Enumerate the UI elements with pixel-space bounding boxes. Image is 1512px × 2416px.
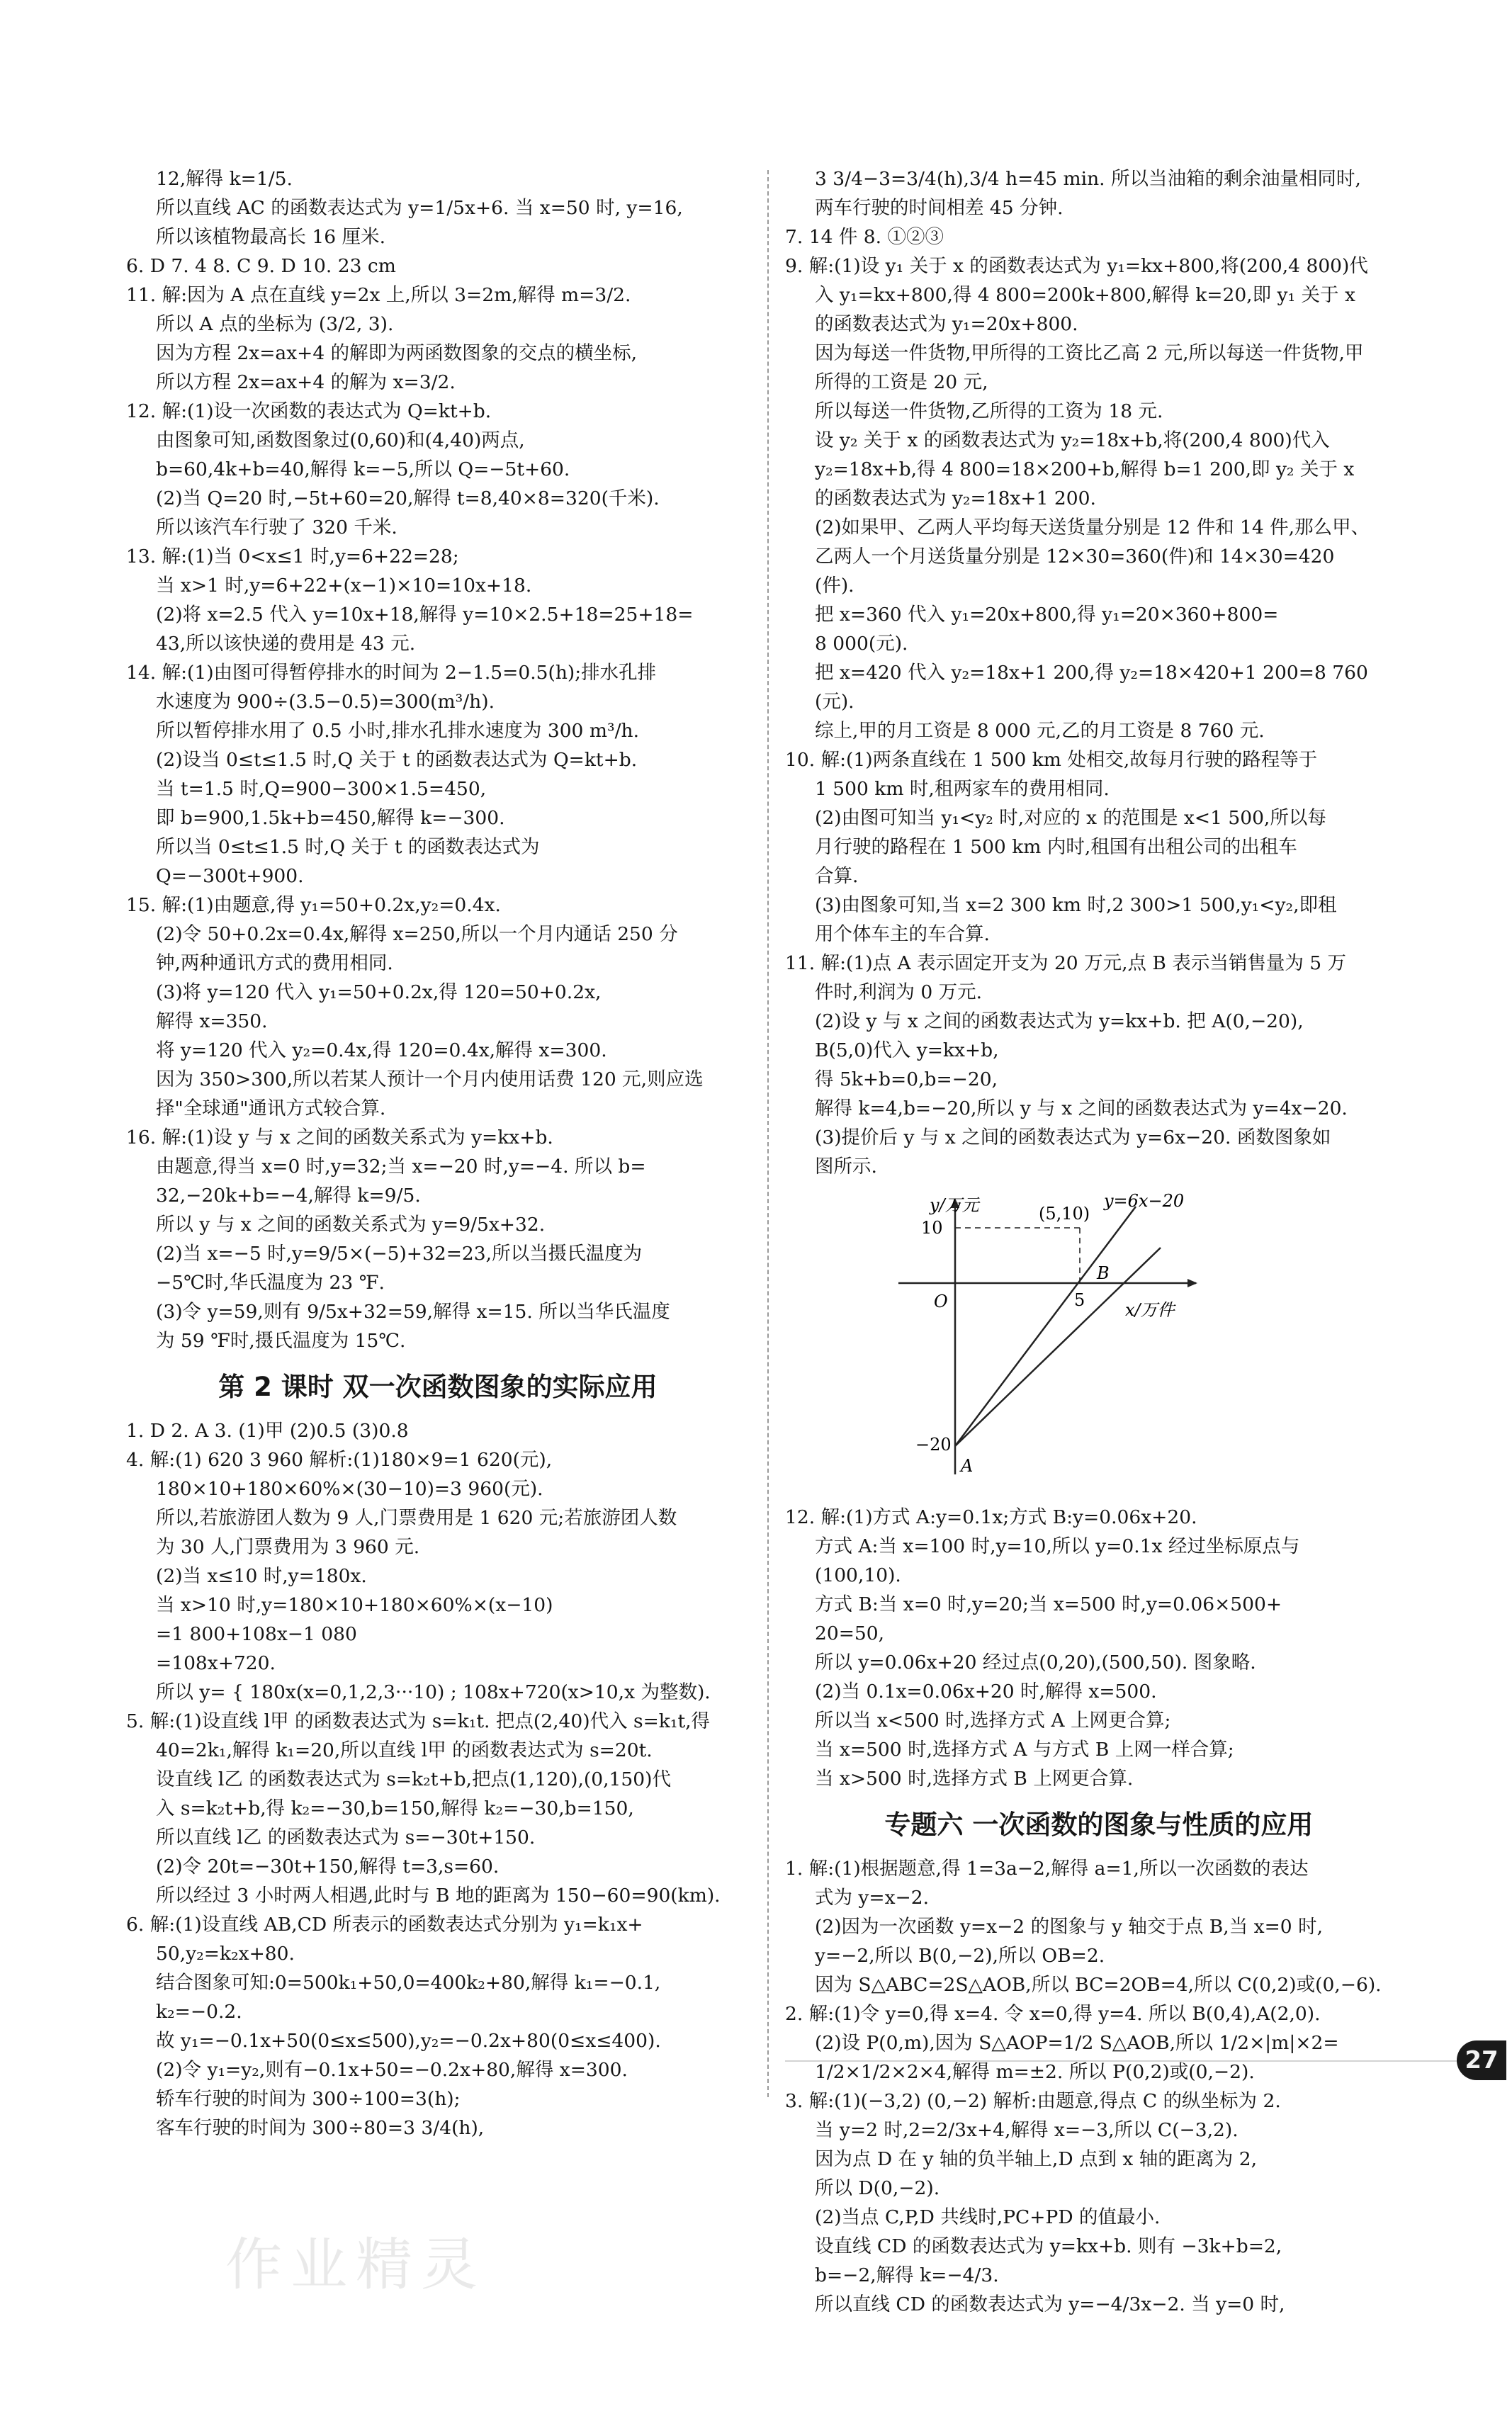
x-axis-arrow xyxy=(1187,1279,1197,1287)
answer-line: 43,所以该快递的费用是 43 元. xyxy=(156,633,416,655)
answer-line: 10. 解:(1)两条直线在 1 500 km 处相交,故每月行驶的路程等于 xyxy=(785,749,1318,771)
answer-line: 1 500 km 时,租两家车的费用相同. xyxy=(815,778,1110,800)
answer-line: (2)令 20t=−30t+150,解得 t=3,s=60. xyxy=(156,1856,500,1878)
answer-line: 方式 B:当 x=0 时,y=20;当 x=500 时,y=0.06×500+ xyxy=(815,1593,1282,1615)
answer-line: 得 5k+b=0,b=−20, xyxy=(815,1068,998,1090)
answer-line: 钟,两种通讯方式的费用相同. xyxy=(156,952,393,974)
answer-line: 由图象可知,函数图象过(0,60)和(4,40)两点, xyxy=(156,429,525,451)
answer-line: 将 y=120 代入 y₂=0.4x,得 120=0.4x,解得 x=300. xyxy=(156,1039,607,1061)
answer-line: 月行驶的路程在 1 500 km 内时,租国有出租公司的出租车 xyxy=(815,836,1297,858)
answer-line: 图所示. xyxy=(815,1156,877,1178)
answer-line: 所以方程 2x=ax+4 的解为 x=3/2. xyxy=(156,371,456,393)
answer-line: (3)令 y=59,则有 9/5x+32=59,解得 x=15. 所以当华氏温度 xyxy=(156,1301,670,1323)
answer-line: =1 800+108x−1 080 xyxy=(156,1623,357,1645)
answer-line: 11. 解:因为 A 点在直线 y=2x 上,所以 3=2m,解得 m=3/2. xyxy=(126,284,631,306)
answer-line: 1. 解:(1)根据题意,得 1=3a−2,解得 a=1,所以一次函数的表达 xyxy=(785,1858,1309,1880)
answer-line: 水速度为 900÷(3.5−0.5)=300(m³/h). xyxy=(156,691,495,713)
answer-line: (2)将 x=2.5 代入 y=10x+18,解得 y=10×2.5+18=25+18= xyxy=(156,604,694,626)
answer-line: 6. 解:(1)设直线 AB,CD 所表示的函数表达式分别为 y₁=k₁x+ xyxy=(126,1914,643,1936)
answer-line: 择"全球通"通讯方式较合算. xyxy=(156,1097,386,1119)
answer-line: 所以每送一件货物,乙所得的工资为 18 元. xyxy=(815,400,1163,422)
answer-line: 所以 D(0,−2). xyxy=(815,2177,940,2199)
answer-line: 12,解得 k=1/5. xyxy=(156,168,293,190)
answer-line: (3)由图象可知,当 x=2 300 km 时,2 300>1 500,y₁<y₂,即租 xyxy=(815,894,1337,916)
answer-line: 32,−20k+b=−4,解得 k=9/5. xyxy=(156,1185,421,1207)
page-number-rule xyxy=(785,2060,1457,2062)
answer-line: 12. 解:(1)方式 A:y=0.1x;方式 B:y=0.06x+20. xyxy=(785,1506,1197,1528)
answer-line: B(5,0)代入 y=kx+b, xyxy=(815,1039,999,1061)
answer-line: 3. 解:(1)(−3,2) (0,−2) 解析:由题意,得点 C 的纵坐标为 2. xyxy=(785,2090,1281,2112)
answer-line: (2)因为一次函数 y=x−2 的图象与 y 轴交于点 B,当 x=0 时, xyxy=(815,1916,1323,1938)
answer-line: 故 y₁=−0.1x+50(0≤x≤500),y₂=−0.2x+80(0≤x≤400). xyxy=(156,2030,661,2052)
answer-line: (2)设 y 与 x 之间的函数表达式为 y=kx+b. 把 A(0,−20), xyxy=(815,1010,1304,1032)
answer-line: 设直线 CD 的函数表达式为 y=kx+b. 则有 −3k+b=2, xyxy=(815,2235,1282,2257)
answer-line: 由题意,得当 x=0 时,y=32;当 x=−20 时,y=−4. 所以 b= xyxy=(156,1156,646,1178)
answer-line: 12. 解:(1)设一次函数的表达式为 Q=kt+b. xyxy=(126,400,492,422)
answer-line: 5. 解:(1)设直线 l甲 的函数表达式为 s=k₁t. 把点(2,40)代入 s=k₁t,得 xyxy=(126,1710,711,1732)
answer-line: 因为方程 2x=ax+4 的解即为两函数图象的交点的横坐标, xyxy=(156,342,638,364)
watermark: 作业精灵 xyxy=(225,2232,486,2298)
answer-line: (2)令 y₁=y₂,则有−0.1x+50=−0.2x+80,解得 x=300. xyxy=(156,2059,628,2081)
answer-line: 16. 解:(1)设 y 与 x 之间的函数关系式为 y=kx+b. xyxy=(126,1127,553,1148)
answer-line: 解得 x=350. xyxy=(156,1010,268,1032)
line-y-6x-20 xyxy=(955,1207,1136,1446)
answer-line: 用个体车主的车合算. xyxy=(815,923,990,945)
answer-line: 所以直线 AC 的函数表达式为 y=1/5x+6. 当 x=50 时, y=16, xyxy=(156,197,683,219)
tick-label-neg20: −20 xyxy=(915,1435,952,1455)
answer-line: 两车行驶的时间相差 45 分钟. xyxy=(815,197,1064,219)
answer-line: 所以 y= { 180x(x=0,1,2,3···10) ; 108x+720(x>10,x 为整数). xyxy=(156,1681,711,1703)
answer-line: 所以该汽车行驶了 320 千米. xyxy=(156,516,397,538)
answer-line: 因为 350>300,所以若某人预计一个月内使用话费 120 元,则应选 xyxy=(156,1068,704,1090)
answer-line: y₂=18x+b,得 4 800=18×200+b,解得 b=1 200,即 y₂ 关于 x xyxy=(815,458,1355,480)
answer-line: 14. 解:(1)由图可得暂停排水的时间为 2−1.5=0.5(h);排水孔排 xyxy=(126,662,657,684)
answer-line: 11. 解:(1)点 A 表示固定开支为 20 万元,点 B 表示当销售量为 5 万 xyxy=(785,952,1347,974)
answer-line: (2)如果甲、乙两人平均每天送货量分别是 12 件和 14 件,那么甲、 xyxy=(815,516,1370,538)
right-column-top xyxy=(785,164,1413,1181)
y-axis-label: y/万元 xyxy=(930,1195,979,1215)
answer-line: 把 x=360 代入 y₁=20x+800,得 y₁=20×360+800= xyxy=(815,604,1279,626)
answer-line: 设直线 l乙 的函数表达式为 s=k₂t+b,把点(1,120),(0,150)代 xyxy=(156,1768,671,1790)
answer-line: (件). xyxy=(815,575,854,597)
answer-line: 15. 解:(1)由题意,得 y₁=50+0.2x,y₂=0.4x. xyxy=(126,894,501,916)
tick-label-10: 10 xyxy=(921,1218,943,1238)
answer-line: 13. 解:(1)当 0<x≤1 时,y=6+22=28; xyxy=(126,546,459,568)
answer-line: y=−2,所以 B(0,−2),所以 OB=2. xyxy=(815,1945,1105,1967)
point-b-label: B xyxy=(1097,1263,1110,1283)
answer-line: 所以直线 CD 的函数表达式为 y=−4/3x−2. 当 y=0 时, xyxy=(815,2293,1285,2315)
answer-line: 所以,若旅游团人数为 9 人,门票费用是 1 620 元;若旅游团人数 xyxy=(156,1507,677,1529)
answer-line: 综上,甲的月工资是 8 000 元,乙的月工资是 8 760 元. xyxy=(815,720,1265,742)
section-heading: 专题六 一次函数的图象与性质的应用 xyxy=(884,1810,1314,1840)
column-divider xyxy=(767,170,769,2097)
function-graph xyxy=(891,1191,1210,1489)
answer-line: 当 x=500 时,选择方式 A 与方式 B 上网一样合算; xyxy=(815,1739,1234,1761)
origin-label: O xyxy=(934,1292,948,1311)
x-axis-label: x/万件 xyxy=(1125,1300,1175,1320)
answer-line: 当 x>10 时,y=180×10+180×60%×(x−10) xyxy=(156,1594,553,1616)
answer-line: (2)设当 0≤t≤1.5 时,Q 关于 t 的函数表达式为 Q=kt+b. xyxy=(156,749,638,771)
answer-line: 客车行驶的时间为 300÷80=3 3/4(h), xyxy=(156,2117,485,2139)
answer-line: (3)将 y=120 代入 y₁=50+0.2x,得 120=50+0.2x, xyxy=(156,981,602,1003)
answer-line: 1/2×1/2×2×4,解得 m=±2. 所以 P(0,2)或(0,−2). xyxy=(815,2061,1255,2083)
answer-line: (元). xyxy=(815,691,854,713)
answer-line: 的函数表达式为 y₁=20x+800. xyxy=(815,313,1078,335)
answer-line: 所以 y 与 x 之间的函数关系式为 y=9/5x+32. xyxy=(156,1214,546,1236)
answer-line: (2)设 P(0,m),因为 S△AOP=1/2 S△AOB,所以 1/2×|m|×2= xyxy=(815,2032,1339,2054)
point-label: (5,10) xyxy=(1039,1204,1090,1224)
answer-line: 所以直线 l乙 的函数表达式为 s=−30t+150. xyxy=(156,1827,536,1848)
answer-line: 40=2k₁,解得 k₁=20,所以直线 l甲 的函数表达式为 s=20t. xyxy=(156,1739,653,1761)
answer-line: 所以 A 点的坐标为 (3/2, 3). xyxy=(156,313,394,335)
answer-line: 所以当 0≤t≤1.5 时,Q 关于 t 的函数表达式为 xyxy=(156,836,540,858)
answer-line: 所以暂停排水用了 0.5 小时,排水孔排水速度为 300 m³/h. xyxy=(156,720,640,742)
answer-line: 当 y=2 时,2=2/3x+4,解得 x=−3,所以 C(−3,2). xyxy=(815,2119,1239,2141)
answer-line: 8 000(元). xyxy=(815,633,908,655)
page-number: 27 xyxy=(1457,2040,1506,2080)
left-column xyxy=(126,164,750,2143)
answer-line: 所以 y=0.06x+20 经过点(0,20),(500,50). 图象略. xyxy=(815,1652,1256,1673)
answer-line: 当 x>500 时,选择方式 B 上网更合算. xyxy=(815,1768,1134,1790)
tick-label-5: 5 xyxy=(1074,1290,1085,1310)
section-heading: 第 2 课时 双一次函数图象的实际应用 xyxy=(218,1372,658,1402)
answer-line: b=60,4k+b=40,解得 k=−5,所以 Q=−5t+60. xyxy=(156,458,570,480)
answer-line: 设 y₂ 关于 x 的函数表达式为 y₂=18x+b,将(200,4 800)代入 xyxy=(815,429,1330,451)
answer-line: 1. D 2. A 3. (1)甲 (2)0.5 (3)0.8 xyxy=(126,1420,409,1442)
line-y-4x-20 xyxy=(955,1248,1161,1446)
answer-line: 因为每送一件货物,甲所得的工资比乙高 2 元,所以每送一件货物,甲 xyxy=(815,342,1364,364)
right-column-bottom xyxy=(785,1503,1413,2319)
answer-line: (2)由图可知当 y₁<y₂ 时,对应的 x 的范围是 x<1 500,所以每 xyxy=(815,807,1326,829)
answer-line: 结合图象可知:0=500k₁+50,0=400k₂+80,解得 k₁=−0.1, xyxy=(156,1972,661,1994)
answer-line: 把 x=420 代入 y₂=18x+1 200,得 y₂=18×420+1 200=8 760 xyxy=(815,662,1368,684)
answer-line: 3 3/4−3=3/4(h),3/4 h=45 min. 所以当油箱的剩余油量相同时, xyxy=(815,168,1361,190)
answer-line: (2)当 0.1x=0.06x+20 时,解得 x=500. xyxy=(815,1681,1157,1703)
answer-line: 轿车行驶的时间为 300÷100=3(h); xyxy=(156,2088,461,2110)
answer-line: (2)令 50+0.2x=0.4x,解得 x=250,所以一个月内通话 250 分 xyxy=(156,923,678,945)
answer-line: 因为 S△ABC=2S△AOB,所以 BC=2OB=4,所以 C(0,2)或(0,−6). xyxy=(815,1974,1382,1996)
answer-line: 件时,利润为 0 万元. xyxy=(815,981,983,1003)
answer-line: (2)当 x=−5 时,y=9/5×(−5)+32=23,所以当摄氏温度为 xyxy=(156,1243,643,1265)
answer-line: (3)提价后 y 与 x 之间的函数表达式为 y=6x−20. 函数图象如 xyxy=(815,1127,1331,1148)
answer-line: 当 t=1.5 时,Q=900−300×1.5=450, xyxy=(156,778,487,800)
answer-line: =108x+720. xyxy=(156,1652,276,1674)
answer-line: (100,10). xyxy=(815,1564,901,1586)
answer-line: (2)当 x≤10 时,y=180x. xyxy=(156,1565,367,1587)
answer-line: 的函数表达式为 y₂=18x+1 200. xyxy=(815,487,1096,509)
answer-line: 2. 解:(1)令 y=0,得 x=4. 令 x=0,得 y=4. 所以 B(0,4),A(2,0). xyxy=(785,2003,1321,2025)
answer-line: 因为点 D 在 y 轴的负半轴上,D 点到 x 轴的距离为 2, xyxy=(815,2148,1258,2170)
answer-line: 20=50, xyxy=(815,1622,885,1644)
answer-line: 6. D 7. 4 8. C 9. D 10. 23 cm xyxy=(126,255,396,277)
answer-line: Q=−300t+900. xyxy=(156,865,304,887)
answer-line: 方式 A:当 x=100 时,y=10,所以 y=0.1x 经过坐标原点与 xyxy=(815,1535,1300,1557)
answer-line: 即 b=900,1.5k+b=450,解得 k=−300. xyxy=(156,807,505,829)
answer-line: b=−2,解得 k=−4/3. xyxy=(815,2264,999,2286)
answer-line: 解得 k=4,b=−20,所以 y 与 x 之间的函数表达式为 y=4x−20. xyxy=(815,1097,1348,1119)
answer-line: −5℃时,华氏温度为 23 ℉. xyxy=(156,1272,385,1294)
answer-line: 4. 解:(1) 620 3 960 解析:(1)180×9=1 620(元), xyxy=(126,1449,553,1471)
answer-line: 50,y₂=k₂x+80. xyxy=(156,1943,295,1965)
answer-line: 9. 解:(1)设 y₁ 关于 x 的函数表达式为 y₁=kx+800,将(200,4 800)代 xyxy=(785,255,1368,277)
answer-line: 所以当 x<500 时,选择方式 A 上网更合算; xyxy=(815,1710,1171,1732)
right-column xyxy=(785,164,1413,2319)
answer-line: 7. 14 件 8. ①②③ xyxy=(785,226,944,248)
answer-line: (2)当点 C,P,D 共线时,PC+PD 的值最小. xyxy=(815,2206,1161,2228)
answer-line: 当 x>1 时,y=6+22+(x−1)×10=10x+18. xyxy=(156,575,532,597)
answer-line: 式为 y=x−2. xyxy=(815,1887,930,1909)
line-label: y=6x−20 xyxy=(1104,1191,1185,1211)
answer-line: 所得的工资是 20 元, xyxy=(815,371,988,393)
answer-line: 所以经过 3 小时两人相遇,此时与 B 地的距离为 150−60=90(km). xyxy=(156,1885,721,1907)
point-a-label: A xyxy=(961,1456,974,1476)
answer-line: 合算. xyxy=(815,865,859,887)
answer-line: 入 y₁=kx+800,得 4 800=200k+800,解得 k=20,即 y₁ 关于 x xyxy=(815,284,1355,306)
answer-line: 所以该植物最高长 16 厘米. xyxy=(156,226,385,248)
answer-line: (2)当 Q=20 时,−5t+60=20,解得 t=8,40×8=320(千米). xyxy=(156,487,660,509)
answer-line: 为 30 人,门票费用为 3 960 元. xyxy=(156,1536,420,1558)
answer-line: 乙两人一个月送货量分别是 12×30=360(件)和 14×30=420 xyxy=(815,546,1335,568)
answer-line: k₂=−0.2. xyxy=(156,2001,242,2023)
answer-line: 180×10+180×60%×(30−10)=3 960(元). xyxy=(156,1478,543,1500)
answer-line: 入 s=k₂t+b,得 k₂=−30,b=150,解得 k₂=−30,b=150, xyxy=(156,1797,634,1819)
answer-line: 为 59 ℉时,摄氏温度为 15℃. xyxy=(156,1330,406,1352)
